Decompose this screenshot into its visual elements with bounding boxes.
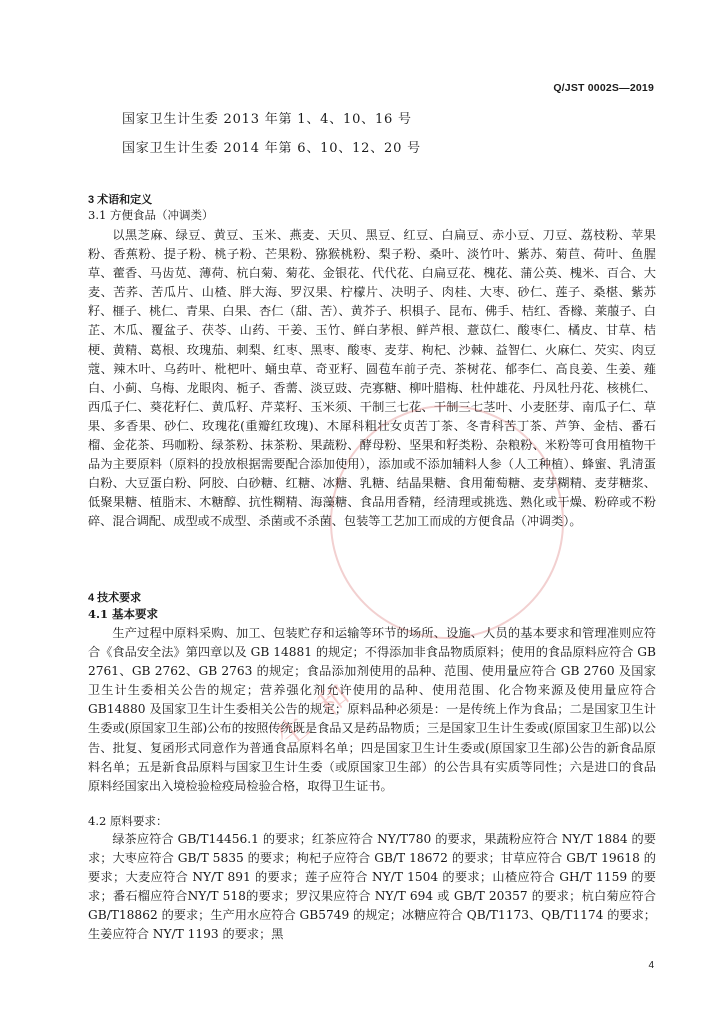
reference-line-2: 国家卫生计生委 2014 年第 6、10、12、20 号 [122,141,421,156]
document-id: Q/JST 0002S—2019 [553,82,654,94]
section-3-1-heading: 3.1 方便食品（冲调类） [88,208,214,222]
section-3-heading: 3 术语和定义 [88,194,153,206]
section-4-1-heading: 4.1 基本要求 [88,607,159,621]
section-4-2-heading: 4.2 原料要求： [88,814,168,828]
watermark-seal-text: 生 和 [270,674,362,756]
section-4-heading: 4 技术要求 [88,592,142,604]
section-4-1-paragraph: 生产过程中原料采购、加工、包装贮存和运输等环节的场所、设施、人员的基本要求和管理准则应符合《食品安全法》第四章以及 GB 14881 的规定；不得添加非食品物质原料；使用的食品原料应符合 GB 2761、GB 2762、GB 2763 的规定；食品添加剂使用的品种、范围、使用量应符合 GB 2760 及国家卫生计生委相关公告的规定；营养强化剂允许使用的品种、使用范围、化合物来源及使用量应符合 GB14880 及国家卫生计生委相关公告的规定；原料品种必须是：一是传统上作为食品；二是国家卫生计生委或(原国家卫生部)公布的按照传统既是食品又是药品物质；三是国家卫生计生委或(原国家卫生部)以公告、批复、复函形式同意作为普通食品原料名单；四是国家卫生计生委或(原国家卫生部)公告的新食品原料名单；五是新食品原料与国家卫生计生委（或原国家卫生部）的公告具有实质等同性；六是进口的食品原料经国家出入境检验检疫局检验合格，取得卫生证书。 [88,626,656,793]
section-3-1-paragraph: 以黑芝麻、绿豆、黄豆、玉米、燕麦、天贝、黑豆、红豆、白扁豆、赤小豆、刀豆、荔枝粉、苹果粉、香蕉粉、提子粉、桃子粉、芒果粉、猕猴桃粉、梨子粉、桑叶、淡竹叶、紫苏、菊苣、荷叶、鱼腥草、藿香、马齿苋、薄荷、杭白菊、菊花、金银花、代代花、白扁豆花、槐花、蒲公英、槐米、百合、大麦、苦荞、苦瓜片、山楂、胖大海、罗汉果、柠檬片、决明子、肉桂、大枣、砂仁、莲子、桑椹、紫苏籽、榧子、桃仁、青果、白果、杏仁（甜、苦）、黄芥子、枳椇子、昆布、佛手、桔红、香橼、莱菔子、白芷、木瓜、覆盆子、茯苓、山药、干姜、玉竹、鲜白茅根、鲜芦根、薏苡仁、酸枣仁、橘皮、甘草、桔梗、黄精、葛根、玫瑰茄、刺梨、红枣、黑枣、酸枣、麦芽、枸杞、沙棘、益智仁、火麻仁、芡实、肉豆蔻、辣木叶、乌药叶、枇杷叶、蛹虫草、奇亚籽、圆苞车前子壳、茶树花、郁李仁、高良姜、生姜、薤白、小蓟、乌梅、龙眼肉、栀子、香薷、淡豆豉、壳寡糖、柳叶腊梅、杜仲雄花、丹凤牡丹花、核桃仁、西瓜子仁、葵花籽仁、黄瓜籽、芹菜籽、玉米须、干制三七花、干制三七茎叶、小麦胚芽、南瓜子仁、草果、多香果、砂仁、玫瑰花(重瓣红玫瑰)、木犀科粗壮女贞苦丁茶、冬青科苦丁茶、芦笋、金桔、番石榴、金花茶、玛咖粉、绿茶粉、抹茶粉、果蔬粉、酵母粉、坚果和籽类粉、杂粮粉、米粉等可食用植物干品为主要原料（原料的投放根据需要配合添加使用），添加或不添加辅料人参（人工种植）、蜂蜜、乳清蛋白粉、大豆蛋白粉、阿胶、白砂糖、红糖、冰糖、乳糖、结晶果糖、食用葡萄糖、麦芽糊精、麦芽糖浆、低聚果糖、植脂末、木糖醇、抗性糊精、海藻糖、食品用香精，经清理或挑选、熟化或干燥、粉碎或不粉碎、混合调配、成型或不成型、杀菌或不杀菌、包装等工艺加工而成的方便食品（冲调类）。 [88,228,656,529]
section-4-2-paragraph: 绿茶应符合 GB/T14456.1 的要求；红茶应符合 NY/T780 的要求，果蔬粉应符合 NY/T 1884 的要求；大枣应符合 GB/T 5835 的要求；枸杞子应符合 GB/T 18672 的要求；甘草应符合 GB/T 19618 的要求；大麦应符合 NY/T 891 的要求；莲子应符合 NY/T 1504 的要求；山楂应符合 GH/T 1159 的要求；番石榴应符合NY/T 518的要求；罗汉果应符合 NY/T 694 或 GB/T 20357 的要求；杭白菊应符合 GB/T18862 的要求；生产用水应符合 GB5749 的规定；冰糖应符合 QB/T1173、QB/T1174 的要求；生姜应符合 NY/T 1193 的要求；黑 [88,832,656,942]
page-number: 4 [648,960,654,971]
reference-line-1: 国家卫生计生委 2013 年第 1、4、10、16 号 [122,112,412,127]
red-seal-stamp [330,405,564,639]
